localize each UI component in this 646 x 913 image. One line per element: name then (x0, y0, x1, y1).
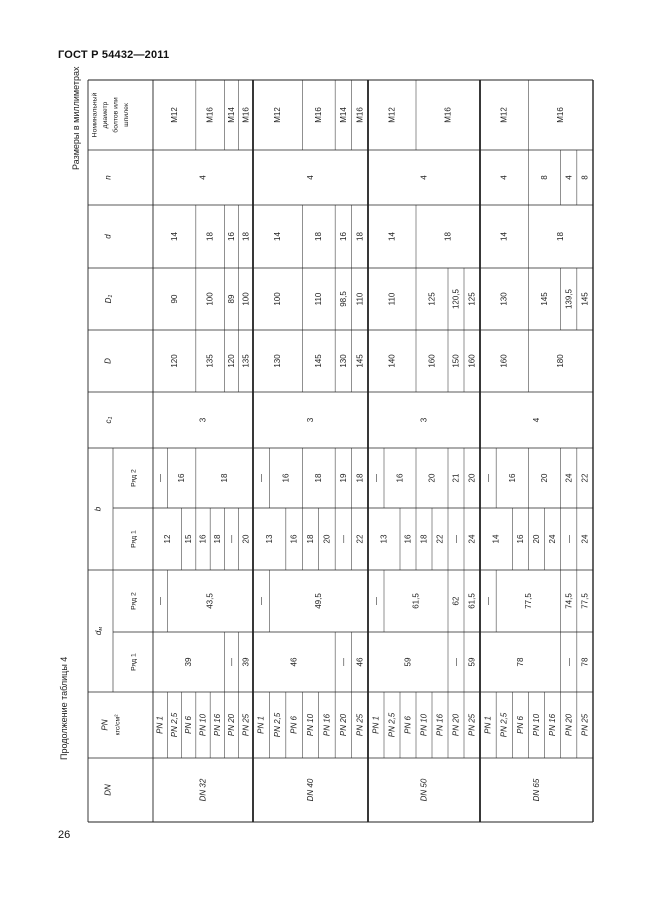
dm-row1-value: 46 (289, 657, 299, 667)
d-value: 16 (338, 232, 348, 241)
header-b-row1: Ряд 1 (130, 530, 138, 548)
b-row2-value: — (483, 474, 493, 482)
D-value: 160 (499, 354, 509, 368)
dn-label: DN 65 (532, 778, 541, 802)
dm-row2-value: 49,5 (314, 593, 324, 609)
c1-value: 4 (532, 417, 541, 423)
D1-value: 120,5 (451, 288, 461, 310)
dm-row1-value: 39 (184, 657, 194, 667)
bolt-diameter-value: M14 (338, 107, 348, 123)
n-value: 4 (499, 175, 509, 180)
b-row2-value: — (155, 474, 165, 482)
D1-value: 89 (227, 294, 237, 304)
d-value: 16 (227, 232, 237, 241)
bolt-diameter-value: M16 (314, 107, 324, 123)
header-bolt-diameter: шпилек (123, 103, 130, 127)
c1-value: 3 (306, 417, 315, 423)
pn-row-label: PN 10 (532, 713, 541, 737)
header-c1: $c_1$ (103, 416, 114, 424)
pn-row-label: PN 25 (580, 713, 590, 737)
b-row1-value: 22 (435, 534, 445, 544)
dm-row2-value: 61,5 (411, 593, 421, 609)
b-row1-value: 14 (491, 534, 501, 544)
d-value: 18 (205, 232, 215, 241)
d-value: 14 (387, 232, 397, 241)
pn-row-label: PN 2,5 (273, 712, 283, 738)
D1-value: 110 (355, 292, 365, 306)
header-pn: PN (100, 719, 110, 731)
header-bolt-diameter: болтов или (112, 97, 120, 133)
n-value: 4 (419, 175, 429, 180)
header-n: n (103, 175, 113, 180)
D1-value: 139,5 (564, 288, 574, 310)
dm-row2-value: — (256, 597, 266, 605)
dm-row2-value: — (371, 597, 381, 605)
D-value: 130 (338, 354, 348, 368)
D-value: 130 (273, 354, 283, 368)
b-row2-value: 20 (427, 473, 437, 483)
n-value: 8 (580, 175, 590, 180)
D-value: 135 (241, 354, 251, 368)
b-row2-value: 16 (281, 473, 291, 483)
b-row1-value: 16 (289, 534, 299, 544)
pn-row-label: PN 16 (212, 713, 222, 737)
dm-row1-value: 39 (241, 657, 251, 667)
D-value: 135 (205, 354, 215, 368)
d-value: 14 (169, 232, 179, 241)
d-value: 14 (273, 232, 283, 241)
dn-label: DN 32 (198, 778, 208, 802)
D-value: 180 (556, 354, 566, 368)
dm-row2-value: 77,5 (523, 593, 533, 609)
b-row1-value: — (451, 535, 461, 543)
pn-row-label: PN 25 (467, 713, 477, 737)
b-row1-value: — (227, 535, 237, 543)
pn-row-label: PN 1 (483, 716, 493, 734)
b-row1-value: — (564, 535, 574, 543)
b-row2-value: 16 (507, 473, 517, 483)
pn-row-label: PN 6 (403, 716, 413, 734)
pn-row-label: PN 20 (451, 713, 461, 737)
dm-row2-value: — (483, 597, 493, 605)
D-value: 145 (314, 354, 324, 368)
pn-row-label: PN 1 (371, 716, 381, 734)
b-row1-value: 24 (467, 534, 477, 544)
b-row1-value: 18 (419, 534, 429, 544)
b-row2-value: 20 (540, 473, 550, 483)
n-value: 8 (540, 175, 550, 180)
dm-row1-value: 46 (355, 657, 365, 667)
header-bolt-diameter: Номинальный (91, 92, 99, 138)
b-row2-value: — (371, 474, 381, 482)
D-value: 120 (169, 354, 179, 368)
b-row1-value: 18 (306, 534, 315, 544)
dm-row1-value: — (564, 658, 574, 666)
dm-row1-value: — (227, 658, 237, 666)
b-row1-value: 13 (264, 534, 274, 544)
b-row1-value: 13 (379, 534, 389, 544)
dm-row2-value: 61,5 (467, 593, 477, 609)
b-row1-value: 15 (184, 534, 194, 544)
bolt-diameter-value: M16 (556, 107, 566, 123)
header-bolt-diameter: диаметр (102, 101, 109, 129)
b-row2-value: 18 (219, 473, 229, 483)
dm-row2-value: 74,5 (564, 593, 574, 609)
bolt-diameter-value: M12 (387, 107, 397, 123)
pn-row-label: PN 10 (419, 713, 429, 737)
D-value: 160 (427, 354, 437, 368)
pn-row-label: PN 20 (338, 713, 348, 737)
table-caption-continued: Продолжение таблицы 4 (59, 656, 69, 760)
pn-row-label: PN 16 (435, 713, 445, 737)
d-value: 14 (499, 232, 509, 241)
D1-value: 110 (387, 292, 397, 306)
bolt-diameter-value: M16 (241, 107, 251, 123)
D1-value: 130 (499, 292, 509, 306)
header-pn-unit: кгс/см² (114, 714, 122, 736)
bolt-diameter-value: M14 (227, 107, 237, 123)
b-row1-value: — (338, 535, 348, 543)
D1-value: 90 (169, 294, 179, 304)
D1-value: 125 (427, 292, 437, 306)
c1-value: 3 (419, 417, 429, 423)
D-value: 150 (451, 354, 461, 368)
b-row2-value: 20 (467, 473, 477, 483)
b-row2-value: — (256, 474, 266, 482)
b-row1-value: 24 (548, 534, 558, 544)
b-row1-value: 20 (241, 534, 251, 544)
b-row2-value: 18 (355, 473, 365, 483)
b-row1-value: 16 (198, 534, 208, 544)
b-row1-value: 22 (355, 534, 365, 544)
pn-row-label: PN 2,5 (387, 712, 397, 738)
header-b: b (93, 506, 103, 512)
b-row1-value: 16 (515, 534, 525, 544)
D1-value: 100 (205, 292, 215, 306)
D1-value: 145 (580, 292, 590, 306)
D-value: 145 (355, 354, 365, 368)
header-dn: DN (103, 784, 113, 796)
pn-row-label: PN 6 (289, 716, 299, 734)
b-row2-value: 21 (451, 473, 461, 483)
document-header: ГОСТ Р 54432—2011 (58, 49, 170, 61)
c1-value: 3 (198, 417, 208, 423)
header-D: D (103, 358, 113, 364)
b-row2-value: 22 (580, 473, 590, 483)
dm-row1-value: 59 (403, 657, 413, 667)
bolt-diameter-value: M16 (443, 107, 453, 123)
n-value: 4 (198, 175, 208, 180)
d-value: 18 (443, 232, 453, 241)
b-row2-value: 19 (338, 473, 348, 483)
D1-value: 100 (241, 292, 251, 306)
pn-row-label: PN 16 (548, 713, 558, 737)
bolt-diameter-value: M12 (273, 107, 283, 123)
header-d: d (103, 234, 113, 239)
b-row2-value: 24 (564, 473, 574, 483)
dm-row2-value: — (155, 597, 165, 605)
pn-row-label: PN 6 (184, 716, 194, 734)
bolt-diameter-value: M16 (205, 107, 215, 123)
dm-row2-value: 62 (451, 596, 461, 606)
pn-row-label: PN 25 (355, 713, 365, 737)
b-row1-value: 20 (532, 534, 541, 544)
dm-row1-value: 78 (515, 657, 525, 667)
b-row2-value: 16 (395, 473, 405, 483)
header-D1: $D_1$ (103, 294, 114, 304)
b-row2-value: 18 (314, 473, 324, 483)
d-value: 18 (314, 232, 324, 241)
d-value: 18 (241, 232, 251, 241)
dm-row1-value: — (338, 658, 348, 666)
b-row1-value: 12 (162, 534, 172, 544)
pn-row-label: PN 6 (515, 716, 525, 734)
pn-row-label: PN 2,5 (169, 712, 179, 738)
dm-row2-value: 43,5 (205, 593, 215, 609)
b-row1-value: 24 (580, 534, 590, 544)
D-value: 140 (387, 354, 397, 368)
dn-label: DN 50 (419, 778, 429, 802)
D-value: 120 (227, 354, 237, 368)
dn-label: DN 40 (306, 778, 315, 802)
b-row1-value: 18 (212, 534, 222, 544)
pn-row-label: PN 16 (322, 713, 332, 737)
pn-row-label: PN 1 (155, 716, 165, 734)
pn-row-label: PN 2,5 (499, 712, 509, 738)
header-dm-row2: Ряд 2 (130, 592, 138, 610)
b-row1-value: 20 (322, 534, 332, 544)
n-value: 4 (306, 175, 315, 180)
pn-row-label: PN 10 (198, 713, 208, 737)
D1-value: 110 (314, 292, 324, 306)
header-b-row2: Ряд 2 (130, 469, 138, 487)
D1-value: 125 (467, 292, 477, 306)
header-dm-row1: Ряд 1 (130, 653, 138, 671)
bolt-diameter-value: M12 (499, 107, 509, 123)
n-value: 4 (564, 175, 574, 180)
D1-value: 98,5 (338, 291, 348, 307)
bolt-diameter-value: M16 (355, 107, 365, 123)
dm-row1-value: 59 (467, 657, 477, 667)
pn-row-label: PN 25 (241, 713, 251, 737)
pn-row-label: PN 20 (564, 713, 574, 737)
D1-value: 145 (540, 292, 550, 306)
pn-row-label: PN 20 (227, 713, 237, 737)
header-dm: $d_м$ (93, 626, 104, 636)
dm-row2-value: 77,5 (580, 593, 590, 609)
pn-row-label: PN 1 (256, 716, 266, 734)
d-value: 18 (355, 232, 365, 241)
pn-row-label: PN 10 (306, 713, 315, 737)
page-number: 26 (58, 829, 71, 841)
dm-row1-value: — (451, 658, 461, 666)
dimensions-units-note: Размеры в миллиметрах (71, 66, 81, 170)
b-row2-value: 16 (177, 473, 187, 483)
d-value: 18 (556, 232, 566, 241)
D1-value: 100 (273, 292, 283, 306)
bolt-diameter-value: M12 (169, 107, 179, 123)
b-row1-value: 16 (403, 534, 413, 544)
dm-row1-value: 78 (580, 657, 590, 667)
D-value: 160 (467, 354, 477, 368)
